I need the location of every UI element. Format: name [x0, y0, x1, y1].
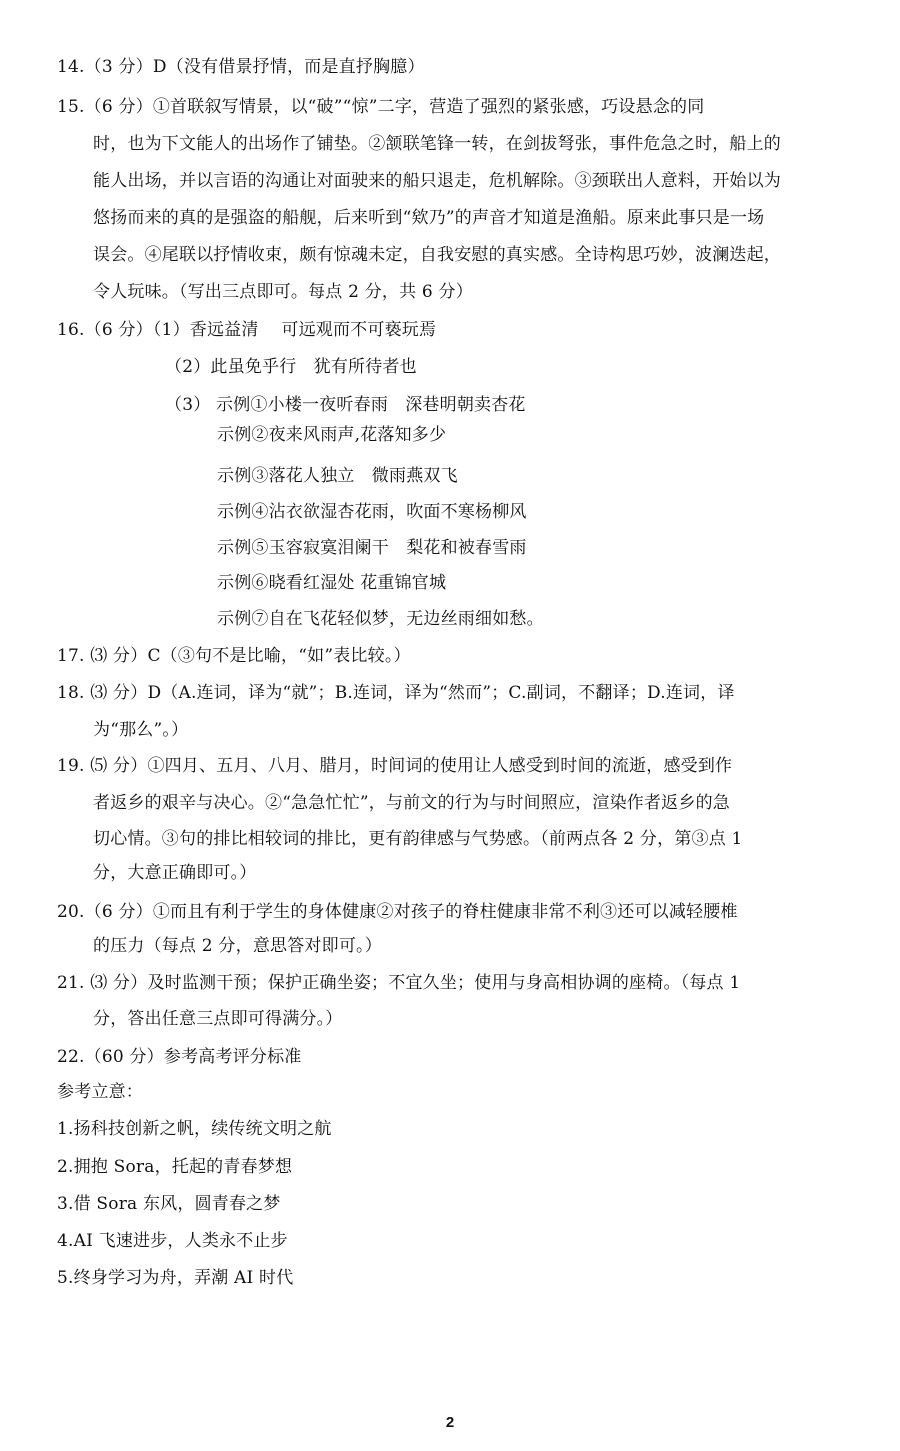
idea-1: 1.扬科技创新之帆，续传统文明之航	[57, 1119, 332, 1139]
answer-19-line-3: 切心情。③句的排比相较词的排比，更有韵律感与气势感。（前两点各 2 分，第③点 1	[93, 829, 743, 849]
idea-2: 2.拥抱 Sora，托起的青春梦想	[57, 1157, 293, 1177]
answer-21-line-2: 分，答出任意三点即可得满分。）	[93, 1009, 343, 1029]
answer-20-line-2: 的压力（每点 2 分，意思答对即可。）	[93, 936, 382, 956]
answer-22: 22.（60 分）参考高考评分标准	[57, 1047, 302, 1067]
ideas-heading: 参考立意：	[57, 1082, 143, 1102]
answer-16-example-3: 示例③落花人独立 微雨燕双飞	[217, 466, 458, 486]
page-number: 2	[445, 1414, 455, 1431]
idea-3: 3.借 Sora 东风，圆青春之梦	[57, 1194, 281, 1214]
answer-18-line-2: 为“那么”。）	[93, 720, 189, 740]
answer-16-example-2: 示例②夜来风雨声,花落知多少	[217, 425, 447, 445]
answer-15-line-5: 误会。④尾联以抒情收束，颇有惊魂未定，自我安慰的真实感。全诗构思巧妙，波澜迭起，	[93, 245, 781, 265]
answer-16-line-3: （3） 示例①小楼一夜听春雨 深巷明朝卖杏花	[165, 395, 526, 415]
answer-16-example-4: 示例④沾衣欲湿杏花雨，吹面不寒杨柳风	[217, 502, 527, 522]
answer-16-example-7: 示例⑦自在飞花轻似梦，无边丝雨细如愁。	[217, 609, 544, 629]
answer-15-line-1: 15.（6 分）①首联叙写情景，以“破”“惊”二字，营造了强烈的紧张感，巧设悬念的同	[57, 97, 705, 117]
answer-17: 17. ⑶ 分）C（③句不是比喻，“如”表比较。）	[57, 646, 411, 666]
answer-15-line-2: 时，也为下文能人的出场作了铺垫。②颔联笔锋一转，在剑拔弩张，事件危急之时，船上的	[93, 134, 781, 154]
answer-21-line-1: 21. ⑶ 分）及时监测干预；保护正确坐姿；不宜久坐；使用与身高相协调的座椅。（每点 1	[57, 973, 741, 993]
answer-19-line-2: 者返乡的艰辛与决心。②“急急忙忙”，与前文的行为与时间照应，渲染作者返乡的急	[93, 793, 730, 813]
answer-16-example-5: 示例⑤玉容寂寞泪阑干 梨花和被春雪雨	[217, 538, 527, 558]
answer-15-line-3: 能人出场，并以言语的沟通让对面驶来的船只退走，危机解除。③颈联出人意料，开始以为	[93, 171, 781, 191]
idea-4: 4.AI 飞速进步，人类永不止步	[57, 1231, 288, 1251]
answer-20-line-1: 20.（6 分）①而且有利于学生的身体健康②对孩子的脊柱健康非常不利③还可以减轻腰椎	[57, 902, 738, 922]
answer-19-line-4: 分，大意正确即可。）	[93, 863, 257, 883]
answer-19-line-1: 19. ⑸ 分）①四月、五月、八月、腊月，时间词的使用让人感受到时间的流逝，感受到作	[57, 756, 733, 776]
answer-15-line-6: 令人玩味。（写出三点即可。每点 2 分，共 6 分）	[93, 282, 473, 302]
answer-16-line-1: 16.（6 分）（1）香远益清 可远观而不可亵玩焉	[57, 320, 437, 340]
answer-14: 14.（3 分）D（没有借景抒情，而是直抒胸臆）	[57, 57, 425, 77]
idea-5: 5.终身学习为舟，弄潮 AI 时代	[57, 1268, 294, 1288]
answer-16-line-2: （2）此虽免乎行 犹有所待者也	[165, 357, 417, 377]
answer-18-line-1: 18. ⑶ 分）D（A.连词，译为“就”；B.连词，译为“然而”；C.副词，不翻译；D.连词，译	[57, 683, 735, 703]
answer-16-example-6: 示例⑥晓看红湿处 花重锦官城	[217, 573, 447, 593]
answer-15-line-4: 悠扬而来的真的是强盗的船舰，后来听到“欸乃”的声音才知道是渔船。原来此事只是一场	[93, 208, 765, 228]
